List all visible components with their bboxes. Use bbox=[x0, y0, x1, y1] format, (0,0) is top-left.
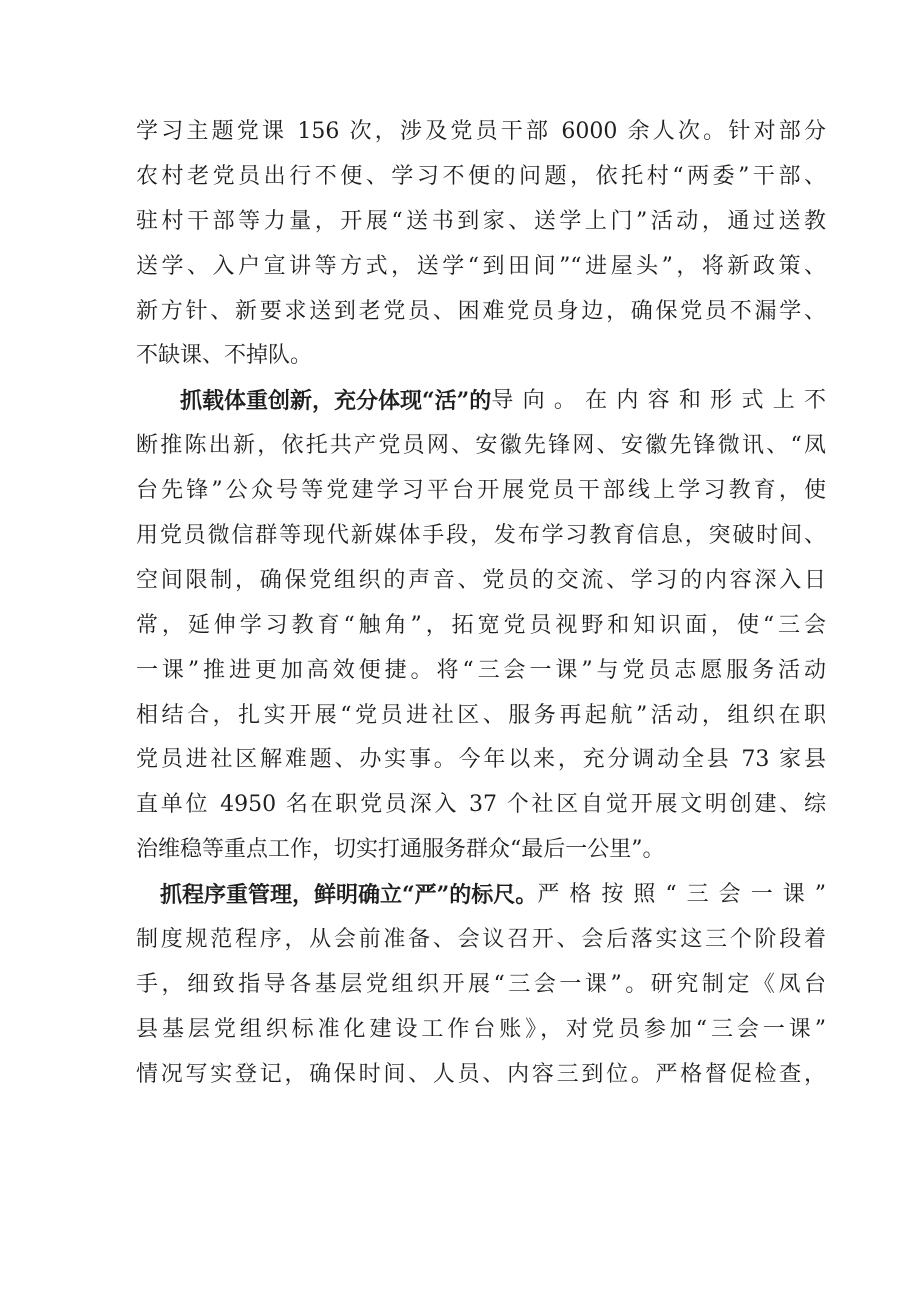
paragraph-2 bbox=[136, 379, 826, 873]
text-line: 制度规范程序，从会前准备、会议召开、会后落实这三个阶段着 bbox=[136, 927, 826, 953]
paragraph-heading: 抓载体重创新，充分体现“活”的 bbox=[180, 388, 492, 415]
text-line: 一课”推进更加高效便捷。将“三会一课”与党员志愿服务活动 bbox=[136, 657, 826, 683]
text-line: 送学、入户宣讲等方式，送学“到田间”“进屋头”，将新政策、 bbox=[136, 253, 826, 279]
text-line: 相结合，扎实开展“党员进社区、服务再起航”活动，组织在职 bbox=[136, 702, 826, 728]
text-line: 学习主题党课 156 次，涉及党员干部 6000 余人次。针对部分 bbox=[136, 119, 826, 144]
text-line: 农村老党员出行不便、学习不便的问题，依托村“两委”干部、 bbox=[136, 163, 826, 189]
text-line: 空间限制，确保党组织的声音、党员的交流、学习的内容深入日 bbox=[136, 567, 826, 593]
text-line: 驻村干部等力量，开展“送书到家、送学上门”活动，通过送教 bbox=[136, 208, 826, 234]
text-line: 新方针、新要求送到老党员、困难党员身边，确保党员不漏学、 bbox=[136, 298, 826, 324]
text-line: 用党员微信群等现代新媒体手段，发布学习教育信息，突破时间、 bbox=[136, 523, 826, 549]
text-run: 导向。在内容和形式上不 bbox=[491, 388, 826, 414]
text-line: 常，延伸学习教育“触角”，拓宽党员视野和知识面，使“三会 bbox=[136, 612, 826, 638]
paragraph-heading: 抓程序重管理，鲜明确立“严”的标尺。 bbox=[160, 882, 538, 909]
paragraph-first-line bbox=[136, 379, 826, 424]
text-line: 台先锋”公众号等党建学习平台开展党员干部线上学习教育，使 bbox=[136, 478, 826, 504]
text-line: 治维稳等重点工作，切实打通服务群众“最后一公里”。 bbox=[136, 837, 665, 863]
paragraph-first-line bbox=[136, 873, 826, 918]
text-line: 情况写实登记，确保时间、人员、内容三到位。严格督促检查， bbox=[136, 1061, 826, 1087]
paragraph-3 bbox=[136, 873, 826, 1097]
text-line: 手，细致指导各基层党组织开展“三会一课”。研究制定《凤台 bbox=[136, 971, 826, 997]
text-line: 党员进社区解难题、办实事。今年以来，充分调动全县 73 家县 bbox=[136, 747, 826, 773]
text-line: 断推陈出新，依托共产党员网、安徽先锋网、安徽先锋微讯、“凤 bbox=[136, 433, 826, 459]
text-line: 不缺课、不掉队。 bbox=[136, 343, 313, 369]
paragraph-1 bbox=[136, 110, 826, 379]
document-page bbox=[136, 110, 826, 1098]
text-line: 县基层党组织标准化建设工作台账》，对党员参加“三会一课” bbox=[136, 1016, 826, 1042]
text-run: 严格按照“三会一课” bbox=[537, 882, 826, 908]
text-line: 直单位 4950 名在职党员深入 37 个社区自觉开展文明创建、综 bbox=[136, 792, 826, 818]
